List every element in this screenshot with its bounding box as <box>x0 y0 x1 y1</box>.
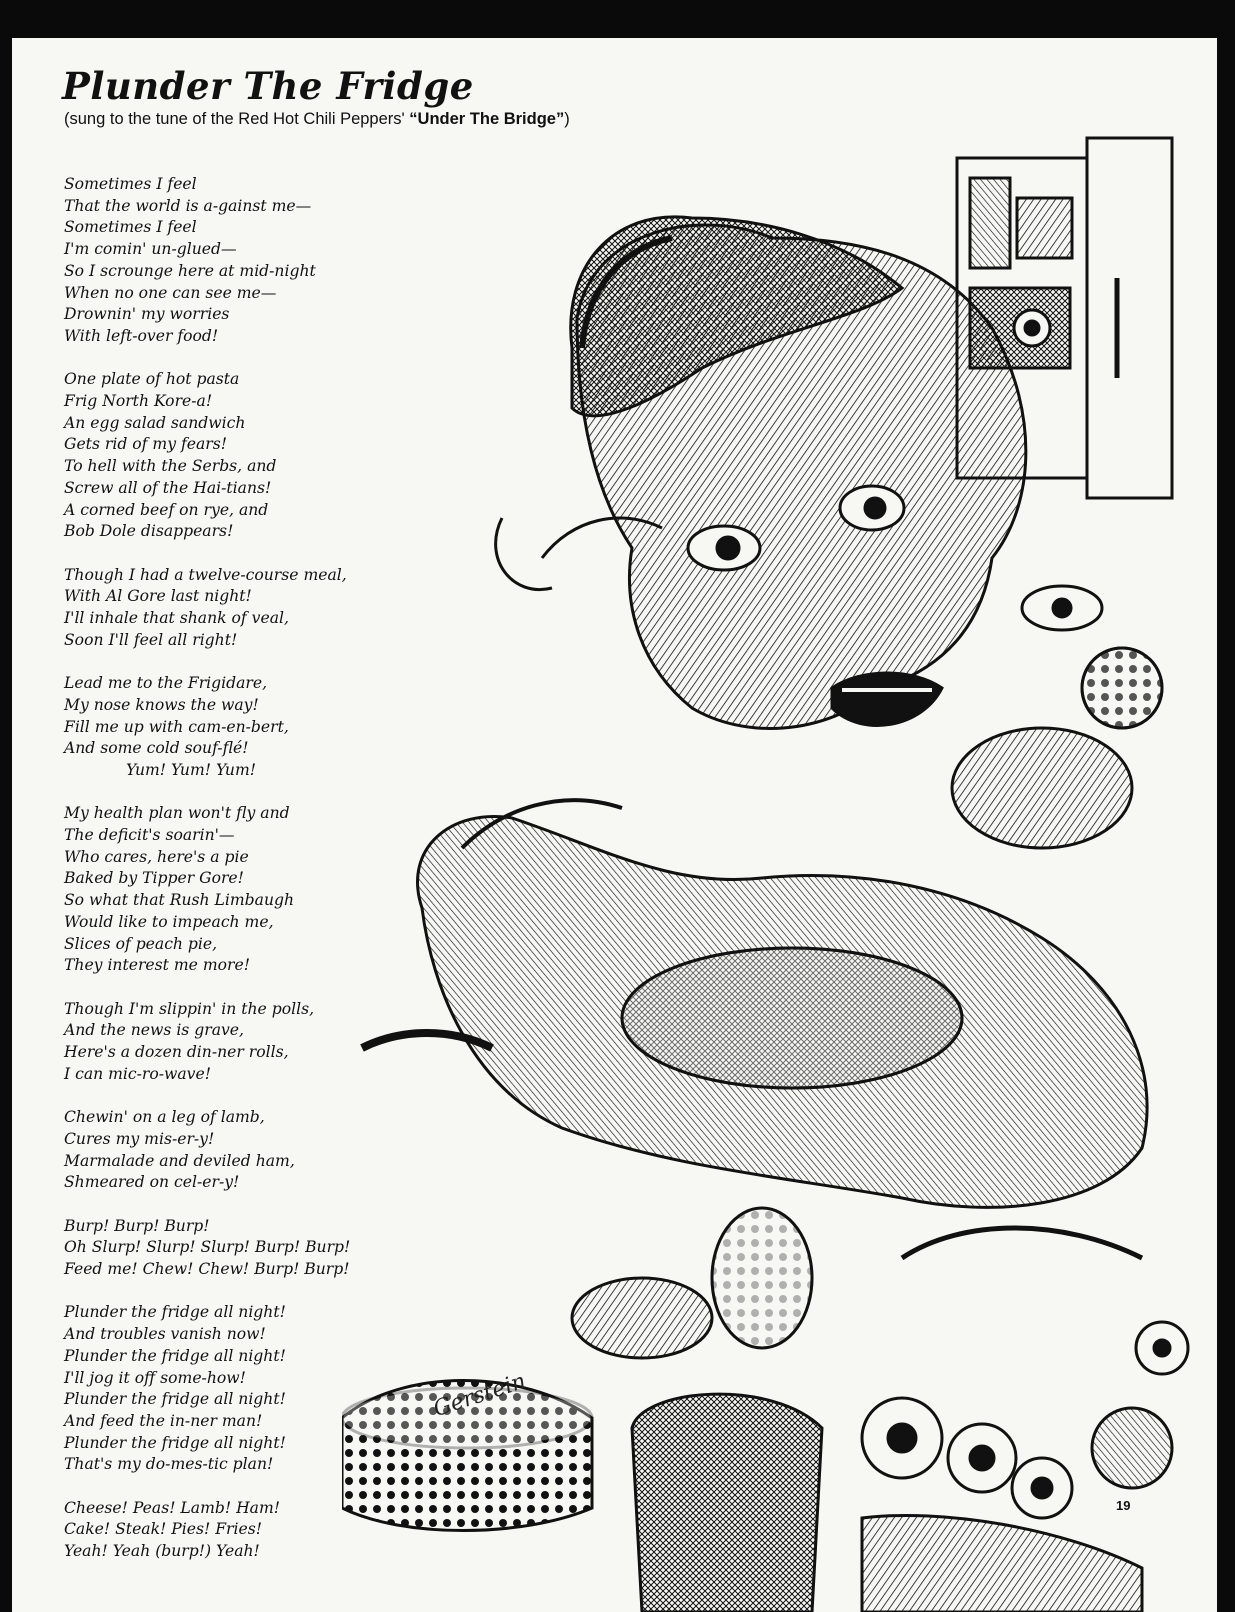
lyric-line: That's my do-mes-tic plan! <box>64 1455 274 1474</box>
page-title: Plunder The Fridge <box>62 64 474 108</box>
lyric-line: Plunder the fridge all night! <box>64 1433 286 1452</box>
lyric-line: The deficit's soarin'— <box>64 826 235 845</box>
lyric-line: Frig North Kore-a! <box>64 392 213 411</box>
subtitle-song-title: “Under The Bridge” <box>409 110 565 128</box>
page-number: 19 <box>1116 1498 1131 1513</box>
lyric-line: I'm comin' un-glued— <box>64 240 237 259</box>
lyric-line: Yeah! Yeah (burp!) Yeah! <box>64 1542 260 1561</box>
lyric-line: Feed me! Chew! Chew! Burp! Burp! <box>64 1260 350 1279</box>
lyric-line: They interest me more! <box>64 956 250 975</box>
lyric-line: A corned beef on rye, and <box>64 500 269 519</box>
lyric-line: Screw all of the Hai-tians! <box>64 478 272 497</box>
lyric-line: Cures my mis-er-y! <box>64 1129 215 1148</box>
lyric-line: When no one can see me— <box>64 283 277 302</box>
subtitle-suffix: ) <box>564 110 570 128</box>
magazine-page <box>12 38 1217 1612</box>
lyric-line: Here's a dozen din-ner rolls, <box>64 1043 289 1062</box>
lyric-line: Slices of peach pie, <box>64 934 218 953</box>
lyric-line: So I scrounge here at mid-night <box>64 261 316 280</box>
lyric-line: Gets rid of my fears! <box>64 435 227 454</box>
lyric-line: Yum! Yum! Yum! <box>126 760 257 779</box>
lyric-line: Sometimes I feel <box>64 218 197 237</box>
lyric-line: Marmalade and deviled ham, <box>64 1151 295 1170</box>
lyric-line: To hell with the Serbs, and <box>64 457 277 476</box>
lyric-line: I'll jog it off some-how! <box>64 1368 246 1387</box>
lyric-line: Though I had a twelve-course meal, <box>64 565 347 584</box>
lyric-line: Sometimes I feel <box>64 175 197 193</box>
lyric-line: My nose knows the way! <box>64 695 259 714</box>
lyric-line: Chewin' on a leg of lamb, <box>64 1108 265 1127</box>
lyric-line: With Al Gore last night! <box>64 587 252 606</box>
lyric-line: Plunder the fridge all night! <box>64 1346 286 1365</box>
lyric-line: Soon I'll feel all right! <box>64 630 238 649</box>
lyric-line: Shmeared on cel-er-y! <box>64 1173 240 1192</box>
lyric-line: Plunder the fridge all night! <box>64 1390 286 1409</box>
lyric-line: Cake! Steak! Pies! Fries! <box>64 1520 262 1539</box>
lyric-line: Would like to impeach me, <box>64 912 274 931</box>
lyric-line: Plunder the fridge all night! <box>64 1303 286 1322</box>
lyric-line: One plate of hot pasta <box>64 370 240 389</box>
lyric-line: Fill me up with cam-en-bert, <box>64 717 289 736</box>
lyric-line: I'll inhale that shank of veal, <box>64 609 289 628</box>
lyric-line: Though I'm slippin' in the polls, <box>64 999 315 1018</box>
lyric-line: Cheese! Peas! Lamb! Ham! <box>64 1498 281 1517</box>
lyric-line: An egg salad sandwich <box>64 413 246 432</box>
lyric-line: And feed the in-ner man! <box>64 1411 263 1430</box>
lyric-line: And troubles vanish now! <box>64 1325 266 1344</box>
lyric-line: Who cares, here's a pie <box>64 847 249 866</box>
lyric-line: Burp! Burp! Burp! <box>64 1216 210 1235</box>
lyric-line: Lead me to the Frigidare, <box>64 674 268 693</box>
subtitle-prefix: (sung to the tune of the Red Hot Chili Peppers' <box>64 110 410 128</box>
lyric-line: I can mic-ro-wave! <box>64 1064 211 1083</box>
lyric-line: With left-over food! <box>64 326 219 345</box>
lyric-line: And the news is grave, <box>64 1021 244 1040</box>
lyric-line: That the world is a-gainst me— <box>64 196 312 215</box>
lyric-line: Oh Slurp! Slurp! Slurp! Burp! Burp! <box>64 1238 351 1257</box>
lyric-line: Drownin' my worries <box>64 305 230 324</box>
artist-signature: Gerstein <box>430 1368 529 1423</box>
lyric-line: Baked by Tipper Gore! <box>64 869 244 888</box>
lyric-line: So what that Rush Limbaugh <box>64 891 295 910</box>
lyric-line: And some cold souf-flé! <box>64 739 249 758</box>
lyric-line: Bob Dole disappears! <box>64 522 234 541</box>
caricature-face <box>496 217 1026 729</box>
lyric-line: My health plan won't fly and <box>64 804 290 823</box>
